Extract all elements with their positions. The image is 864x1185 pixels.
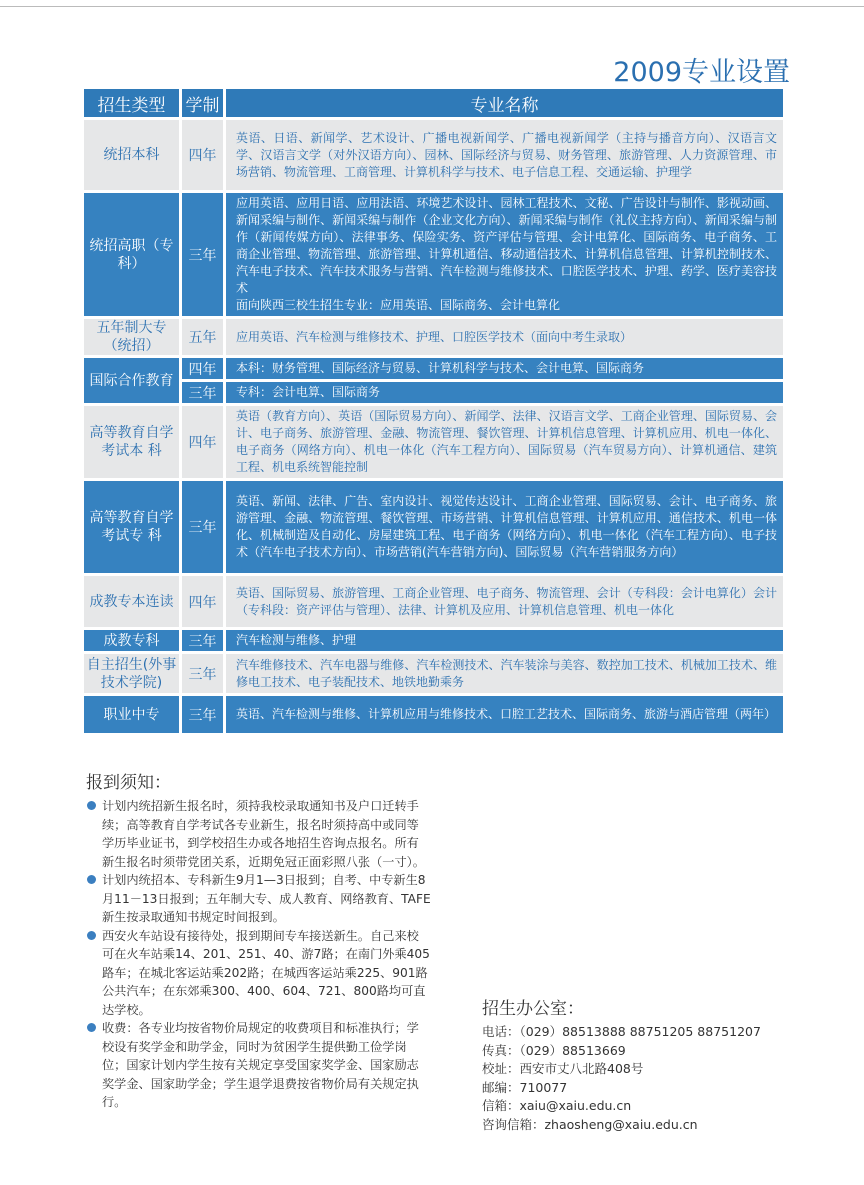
table-row [84,696,783,736]
bullet-icon [87,801,96,810]
program-years: 三年 [182,696,226,736]
enrollment-type: 高等教育自学考试本 科 [84,406,182,481]
table-row [84,193,783,319]
table-row [84,630,783,654]
admissions-office [482,994,802,1135]
program-years: 四年 [182,576,226,630]
notice-text: 计划内统招本、专科新生9月1—3日报到；自考、中专新生8月11－13日报到；五年制大专、成人教育、网络教育、TAFE新生按录取通知书规定时间报到。 [102,873,431,924]
majors-cell: 英语（教育方向）、英语（国际贸易方向）、新闻学、法律、汉语言文学、工商企业管理、国际贸易、会计、电子商务、旅游管理、金融、物流管理、餐饮管理、计算机信息管理、计算机应用、机电一体化、电子商务（网络方向）、机电一体化（汽车工程方向）、国际贸易（汽车贸易方向）、计算机通信、建筑工程、机电系统智能控制 [226,406,783,481]
office-fax: 传真：（029）88513669 [482,1042,626,1058]
majors-text-sanxiao: 面向陕西三校生招生专业：应用英语、国际商务、会计电算化 [236,298,561,312]
program-years: 三年 [182,630,226,654]
notice-text: 西安火车站设有接待处，报到期间专车接送新生。自己来校可在火车站乘14、201、251、40、游7路；在南门外乘405路车；在城北客运站乘202路；在城西客运站乘225、901路公共汽车；在东郊乘300、400、604、721、800路均可直达学校。 [102,928,430,1017]
majors-text: 应用英语、应用日语、应用法语、环境艺术设计、园林工程技术、文秘、广告设计与制作、影视动画、新闻采编与制作、新闻采编与制作（企业文化方向）、新闻采编与制作（礼仪主持方向）、新闻采编与制作（新闻传媒方向）、法律事务、保险实务、资产评估与管理、会计电算化、国际商务、电子商务、工商企业管理、物流管理、旅游管理、计算机通信、移动通信技术、计算机信息管理、计算机控制技术、汽车电子技术、汽车技术服务与营销、汽车检测与维修技术、口腔医学技术、护理、药学、医疗美容技术 [236,196,777,295]
majors-cell: 汽车检测与维修、护理 [226,630,783,654]
table-row [84,406,783,481]
enrollment-type: 统招本科 [84,120,182,193]
majors-cell: 英语、汽车检测与维修、计算机应用与维修技术、口腔工艺技术、国际商务、旅游与酒店管理（两年） [226,696,783,736]
program-years: 四年 [182,358,226,382]
notice-item [86,797,431,871]
program-years: 三年 [182,193,226,319]
notice-heading: 报到须知： [86,773,171,793]
header-years: 学制 [182,89,226,120]
enrollment-type: 统招高职（专科） [84,193,182,319]
office-consult-email: 咨询信箱：zhaosheng@xaiu.edu.cn [482,1116,698,1132]
notice-list [86,797,431,1112]
table-row [84,319,783,358]
table-row [84,382,783,406]
majors-cell: 英语、日语、新闻学、艺术设计、广播电视新闻学、广播电视新闻学（主持与播音方向）、汉语言文学、汉语言文学（对外汉语方向）、园林、国际经济与贸易、财务管理、旅游管理、人力资源管理、市场营销、物流管理、工商管理、计算机科学与技术、电子信息工程、交通运输、护理学 [226,120,783,193]
office-heading: 招生办公室： [482,999,584,1019]
majors-cell: 应用英语、汽车检测与维修技术、护理、口腔医学技术（面向中考生录取） [226,319,783,358]
header-majors: 专业名称 [226,89,783,120]
table-header [84,89,783,120]
program-years: 三年 [182,382,226,406]
majors-cell: 汽车维修技术、汽车电器与维修、汽车检测技术、汽车装涂与美容、数控加工技术、机械加工技术、维修电工技术、电子装配技术、地铁地勤乘务 [226,654,783,696]
notice-item [86,927,431,1020]
program-years: 四年 [182,406,226,481]
table-row [84,654,783,696]
office-postcode: 邮编：710077 [482,1079,568,1095]
majors-cell: 英语、新闻、法律、广告、室内设计、视觉传达设计、工商企业管理、国际贸易、会计、电子商务、旅游管理、金融、物流管理、餐饮管理、市场营销、计算机信息管理、计算机应用、通信技术、机电一体化、机械制造及自动化、房屋建筑工程、电子商务（网络方向）、机电一体化（汽车工程方向）、电子技术（汽车电子技术方向）、市场营销(汽车营销方向)、国际贸易（汽车营销服务方向） [226,481,783,576]
enrollment-type: 职业中专 [84,696,182,736]
bullet-icon [87,931,96,940]
majors-table [84,89,783,736]
registration-notice [86,768,431,1112]
program-years: 三年 [182,654,226,696]
majors-cell: 专科：会计电算、国际商务 [226,382,783,406]
bullet-icon [87,875,96,884]
notice-text: 计划内统招新生报名时，须持我校录取通知书及户口迁转手续；高等教育自学考试各专业新生，报名时须持高中或同等学历毕业证书，到学校招生办或各地招生咨询点报名。所有新生报名时须带党团关系，近期免冠正面彩照八张（一寸）。 [102,799,425,869]
enrollment-type: 高等教育自学考试专 科 [84,481,182,576]
enrollment-type: 五年制大专（统招） [84,319,182,358]
table-row [84,481,783,576]
table-row [84,576,783,630]
table-row [84,120,783,193]
page-title: 2009专业设置 [613,57,790,88]
header-type: 招生类型 [84,89,182,120]
program-years: 五年 [182,319,226,358]
enrollment-type: 成教专科 [84,630,182,654]
office-email: 信箱：xaiu@xaiu.edu.cn [482,1098,632,1114]
office-address: 校址：西安市丈八北路408号 [482,1061,644,1077]
enrollment-type: 自主招生(外事技术学院) [84,654,182,696]
notice-item [86,1019,431,1112]
bullet-icon [87,1023,96,1032]
program-years: 三年 [182,481,226,576]
notice-text: 收费：各专业均按省物价局规定的收费项目和标准执行；学校设有奖学金和助学金，同时为贫困学生提供勤工俭学岗位；国家计划内学生按有关规定享受国家奖学金、国家励志奖学金、国家助学金；学生退学退费按省物价局有关规定执行。 [102,1021,419,1109]
majors-cell [226,193,783,319]
enrollment-type: 成教专本连读 [84,576,182,630]
majors-cell: 本科：财务管理、国际经济与贸易、计算机科学与技术、会计电算、国际商务 [226,358,783,382]
top-divider [0,6,864,7]
majors-cell: 英语、国际贸易、旅游管理、工商企业管理、电子商务、物流管理、会计（专科段：会计电算化）会计（专科段：资产评估与管理）、法律、计算机及应用、计算机信息管理、机电一体化 [226,576,783,630]
table-row [84,358,783,382]
notice-item [86,871,431,927]
office-phone: 电话：（029）88513888 88751205 88751207 [482,1024,761,1039]
program-years: 四年 [182,120,226,193]
enrollment-type: 国际合作教育 [84,358,182,406]
